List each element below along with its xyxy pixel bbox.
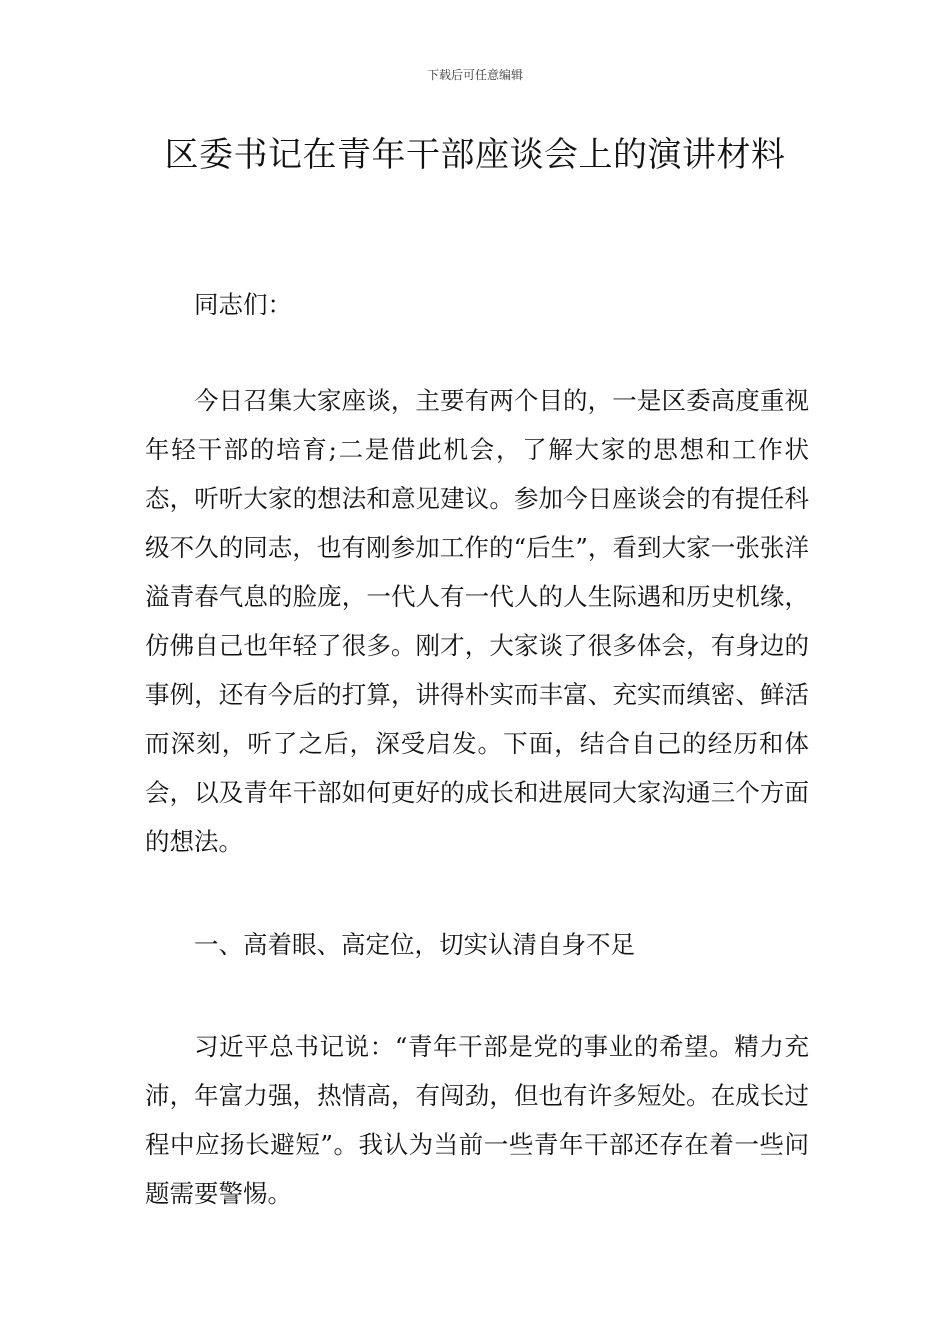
section-heading-1: 一、高着眼、高定位，切实认清自身不足: [194, 930, 635, 959]
document-title: 区委书记在青年干部座谈会上的演讲材料: [164, 135, 786, 175]
body-paragraph-1: 今日召集大家座谈，主要有两个目的，一是区委高度重视年轻干部的培育;二是借此机会，了解大家的思想和工作状态，听听大家的想法和意见建议。参加今日座谈会的有提任科级不久的同志，也有刚参加工作的“后生”，看到大家一张张洋溢青春气息的脸庞，一代人有一代人的人生际遇和历史机缘，仿佛自己也年轻了很多。刚才，大家谈了很多体会，有身边的事例，还有今后的打算，讲得朴实而丰富、充实而缜密、鲜活而深刻，听了之后，深受启发。下面，结合自己的经历和体会，以及青年干部如何更好的成长和进展同大家沟通三个方面的想法。: [145, 386, 809, 856]
greeting-paragraph: 同志们：: [194, 290, 292, 319]
header-note: 下载后可任意编辑: [426, 68, 523, 82]
body-paragraph-2: 习近平总书记说：“青年干部是党的事业的希望。精力充沛，年富力强，热情高，有闯劲，但也有许多短处。在成长过程中应扬长避短”。我认为当前一些青年干部还存在着一些问题需要警惕。: [145, 1032, 809, 1208]
